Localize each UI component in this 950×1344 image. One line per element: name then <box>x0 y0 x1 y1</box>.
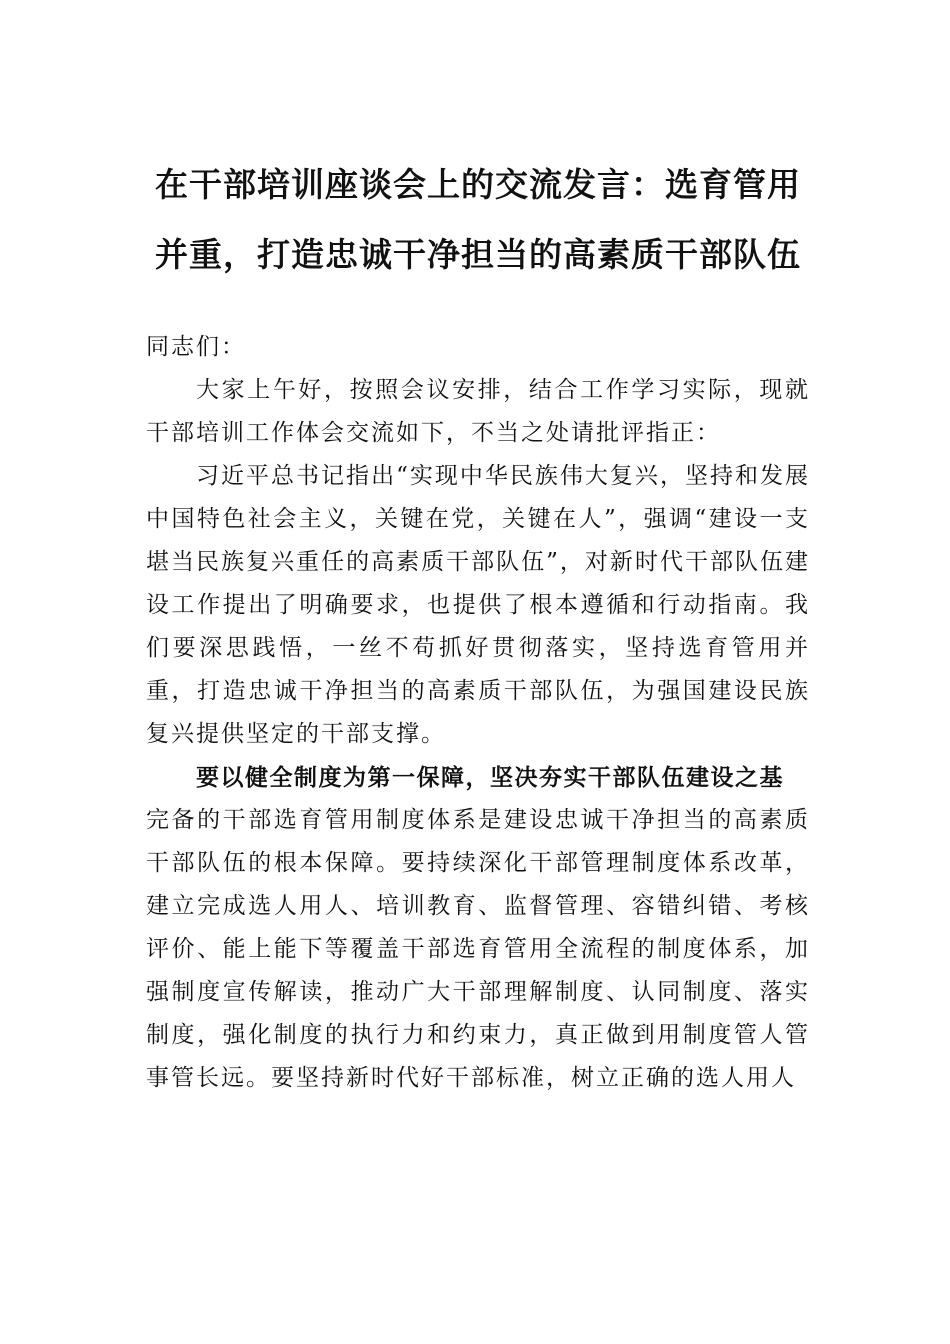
section-body: 完备的干部选育管用制度体系是建设忠诚干净担当的高素质干部队伍的根本保障。要持续深化干部管理制度体系改革，建立完成选人用人、培训教育、监督管理、容错纠错、考核评价、能上能下等覆盖干部选育管用全流程的制度体系，加强制度宣传解读，推动广大干部理解制度、认同制度、落实制度，强化制度的执行力和约束力，真正做到用制度管人管事管长远。要坚持新时代好干部标准，树立正确的选人用人 <box>146 807 810 1091</box>
section-heading: 要以健全制度为第一保障，坚决夯实干部队伍建设之基 <box>196 764 784 791</box>
document-page <box>146 150 810 1100</box>
paragraph-opening: 大家上午好，按照会议安排，结合工作学习实际，现就干部培训工作体会交流如下，不当之处请批评指正： <box>146 377 810 446</box>
paragraph-quote: 习近平总书记指出“实现中华民族伟大复兴，坚持和发展中国特色社会主义，关键在党，关键在人”，强调“建设一支堪当民族复兴重任的高素质干部队伍”，对新时代干部队伍建设工作提出了明确要求，也提供了根本遵循和行动指南。我们要深思践悟，一丝不苟抓好贯彻落实，坚持选育管用并重，打造忠诚干净担当的高素质干部队伍，为强国建设民族复兴提供坚定的干部支撑。 <box>146 463 810 747</box>
salutation: 同志们： <box>146 334 246 360</box>
document-body <box>146 326 810 1100</box>
document-title: 在干部培训座谈会上的交流发言：选育管用并重，打造忠诚干净担当的高素质干部队伍 <box>155 165 801 274</box>
